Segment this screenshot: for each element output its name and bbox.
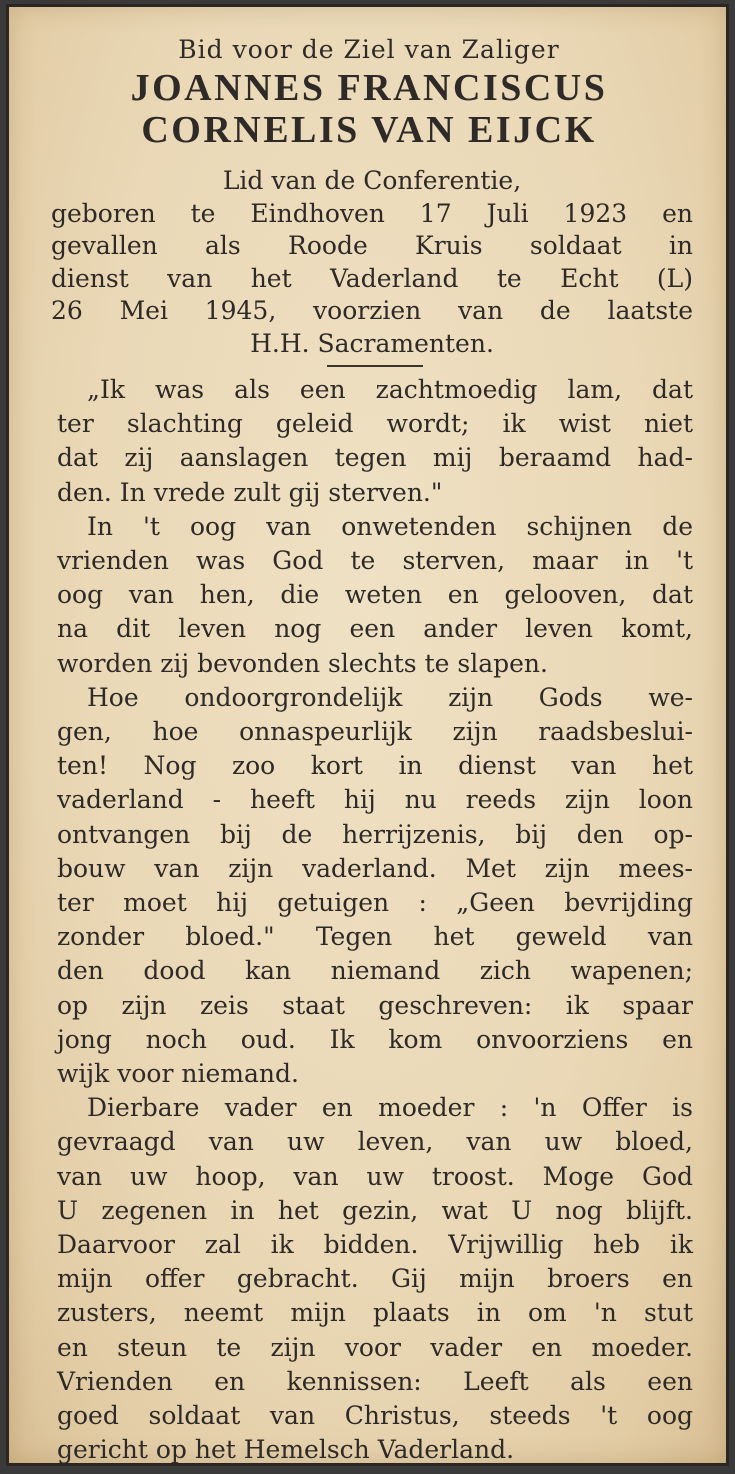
text-line: Dierbare vader en moeder : 'n Offer is <box>87 1093 693 1123</box>
text-line: Hoe ondoorgrondelijk zijn Gods we- <box>87 682 693 712</box>
card-header <box>49 33 689 151</box>
text-line: gevraagd van uw leven, van uw bloed, <box>57 1127 693 1157</box>
text-line: jong noch oud. Ik kom onvoorziens en <box>57 1024 693 1054</box>
text-line: goed soldaat van Christus, steeds 't oog <box>57 1401 693 1431</box>
text-line: Daarvoor zal ik bidden. Vrijwillig heb ik <box>57 1230 693 1260</box>
intro-line: Lid van de Conferentie, <box>222 166 522 195</box>
text-line: ter slachting geleid wordt; ik wist niet <box>57 409 693 439</box>
intro-line: dienst van het Vaderland te Echt (L) <box>51 263 693 293</box>
paragraph-eyes-of-ignorant <box>57 510 693 681</box>
text-line: oog van hen, die weten en gelooven, dat <box>57 580 693 610</box>
text-line: vrienden was God te sterven, maar in 't <box>57 546 693 576</box>
text-line: In 't oog van onwetenden schijnen de <box>87 511 693 541</box>
deceased-name-line-1: JOANNES FRANCISCUS <box>130 67 608 109</box>
text-line: den. In vrede zult gij sterven." <box>57 477 443 507</box>
deceased-name-line-2: CORNELIS VAN EIJCK <box>141 109 597 151</box>
intro-line: 26 Mei 1945, voorzien van de laatste <box>51 296 693 325</box>
text-line: op zijn zeis staat geschreven: ik spaar <box>57 990 693 1020</box>
text-line: na dit leven nog een ander leven komt, <box>57 614 693 644</box>
intro-line: gevallen als Roode Kruis soldaat in <box>51 231 693 260</box>
text-line: bouw van zijn vaderland. Met zijn mees- <box>57 853 693 883</box>
body-text <box>57 373 693 1466</box>
intro-block <box>51 165 693 360</box>
paragraph-gods-ways <box>57 681 693 1091</box>
text-line: „Ik was als een zachtmoedig lam, dat <box>87 375 693 404</box>
text-line: en steun te zijn voor vader en moeder. <box>57 1332 693 1362</box>
text-line: wijk voor niemand. <box>57 1059 299 1089</box>
invocation-line: Bid voor de Ziel van Zaliger <box>178 35 560 64</box>
text-line: ontvangen bij de herrijzenis, bij den op- <box>57 819 693 849</box>
paragraph-quote <box>57 373 693 510</box>
text-line: ter moet hij getuigen : „Geen bevrijding <box>57 888 693 918</box>
text-line: mijn offer gebracht. Gij mijn broers en <box>57 1264 693 1294</box>
text-line: zonder bloed." Tegen het geweld van <box>57 922 693 952</box>
text-line: gericht op het Hemelsch Vaderland. <box>57 1435 515 1465</box>
intro-line: geboren te Eindhoven 17 Juli 1923 en <box>51 198 693 228</box>
text-line: dat zij aanslagen tegen mij beraamd had- <box>57 443 693 473</box>
text-line: vaderland - heeft hij nu reeds zijn loon <box>57 785 693 815</box>
text-line: zusters, neemt mijn plaats in om 'n stut <box>57 1298 693 1328</box>
text-line: ten! Nog zoo kort in dienst van het <box>57 751 693 781</box>
divider-rule <box>327 365 423 367</box>
memorial-card <box>6 4 729 1466</box>
text-line: van uw hoop, van uw troost. Moge God <box>57 1161 693 1191</box>
text-line: Vrienden en kennissen: Leeft als een <box>57 1366 693 1396</box>
text-line: den dood kan niemand zich wapenen; <box>57 956 693 986</box>
text-line: U zegenen in het gezin, wat U nog blijft. <box>57 1195 693 1225</box>
intro-line: H.H. Sacramenten. <box>250 328 494 358</box>
paragraph-dear-parents <box>57 1091 693 1466</box>
text-line: worden zij bevonden slechts te slapen. <box>57 648 548 678</box>
text-line: gen, hoe onnaspeurlijk zijn raadsbeslui- <box>57 717 693 747</box>
